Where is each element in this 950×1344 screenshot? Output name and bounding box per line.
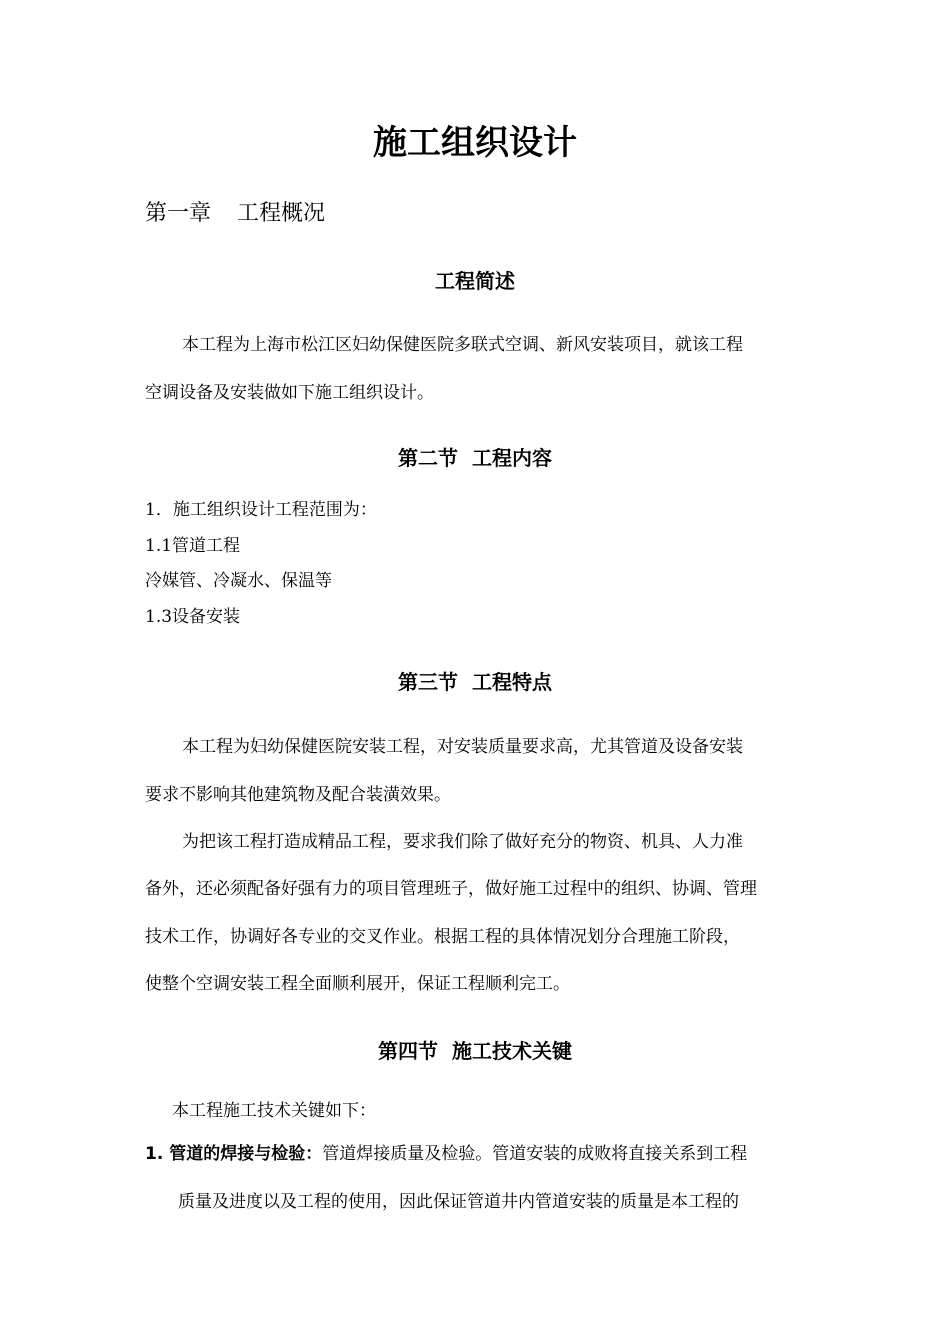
section-4-item-1-line-2: 质量及进度以及工程的使用，因此保证管道井内管道安装的质量是本工程的 [178,1192,739,1212]
section-2-number: 第二节 [398,446,458,470]
section-3-paragraph-1-line-2: 要求不影响其他建筑物及配合装潢效果。 [145,785,451,805]
section-4-title: 施工技术关键 [452,1039,572,1063]
list-item: 1．施工组织设计工程范围为： [145,500,377,520]
section-4-item-1-line-1 [145,1141,747,1167]
chapter-number: 第一章 [145,201,212,226]
list-item: 冷媒管、冷凝水、保温等 [145,571,332,591]
section-3-paragraph-2-line-1: 为把该工程打造成精品工程，要求我们除了做好充分的物资、机具、人力准 [182,832,743,852]
section-1-paragraph-line-2: 空调设备及安装做如下施工组织设计。 [145,383,434,403]
section-2-title: 工程内容 [472,446,552,470]
section-3-paragraph-2-line-3: 技术工作，协调好各专业的交叉作业。根据工程的具体情况划分合理施工阶段， [145,927,740,947]
section-1-heading: 工程简述 [435,269,515,293]
section-4-number: 第四节 [378,1039,438,1063]
document-title: 施工组织设计 [373,123,577,163]
item-1-label: 1. 管道的焊接与检验： [145,1144,323,1164]
section-3-paragraph-1-line-1: 本工程为妇幼保健医院安装工程，对安装质量要求高，尤其管道及设备安装 [182,737,743,757]
section-4-heading [0,1036,950,1066]
section-4-intro: 本工程施工技术关键如下： [172,1101,376,1121]
section-3-paragraph-2-line-4: 使整个空调安装工程全面顺利展开，保证工程顺利完工。 [145,974,570,994]
item-1-text: 管道焊接质量及检验。管道安装的成败将直接关系到工程 [322,1144,748,1164]
list-item: 1.3设备安装 [145,607,241,627]
section-3-number: 第三节 [398,670,458,694]
list-item: 1.1管道工程 [145,536,241,556]
section-3-paragraph-2-line-2: 备外，还必须配备好强有力的项目管理班子，做好施工过程中的组织、协调、管理 [145,879,757,899]
section-3-title: 工程特点 [472,670,552,694]
chapter-title: 工程概况 [237,201,326,226]
section-3-heading [0,667,950,697]
section-2-heading [0,443,950,473]
section-1-paragraph-line-1: 本工程为上海市松江区妇幼保健医院多联式空调、新风安装项目，就该工程 [182,335,743,355]
chapter-heading [145,198,325,230]
